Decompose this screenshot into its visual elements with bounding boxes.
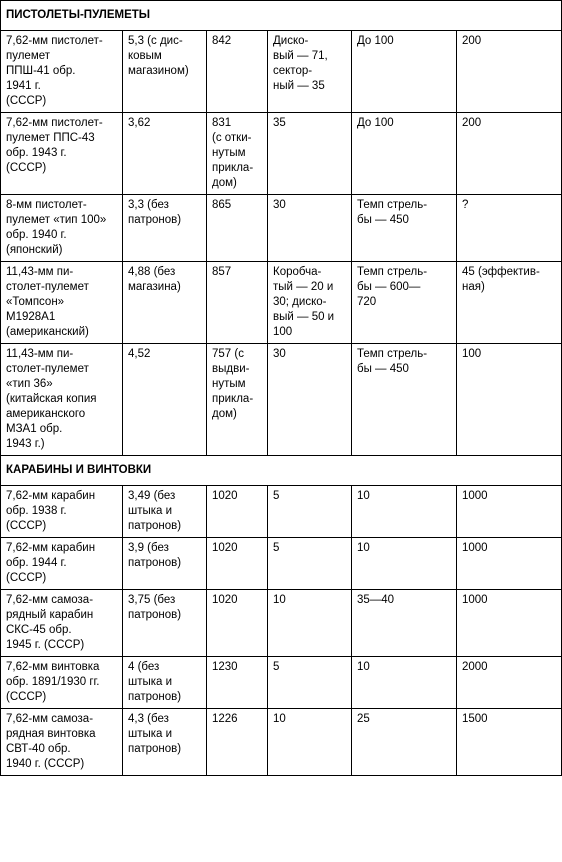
table-row [1, 590, 562, 657]
table-row [1, 486, 562, 538]
table-cell: 35—40 [352, 590, 457, 657]
table-cell: 831 (с отки- нутым прикла- дом) [207, 113, 268, 195]
table-cell: 7,62-мм пистолет- пулемет ППШ-41 обр. 1941 г. (СССР) [1, 31, 123, 113]
table-cell: 30 [268, 344, 352, 456]
table-row [1, 538, 562, 590]
section-title: ПИСТОЛЕТЫ-ПУЛЕМЕТЫ [1, 1, 562, 31]
table-row [1, 709, 562, 776]
section-header-row [1, 456, 562, 486]
table-cell: 757 (с выдви- нутым прикла- дом) [207, 344, 268, 456]
table-cell: 10 [268, 590, 352, 657]
table-cell: 11,43-мм пи- столет-пулемет «тип 36» (китайская копия американского МЗА1 обр. 1943 г.) [1, 344, 123, 456]
table-cell: 5 [268, 538, 352, 590]
table-row [1, 113, 562, 195]
table-cell: 10 [352, 657, 457, 709]
table-cell: 1500 [457, 709, 562, 776]
table-cell: 4 (без штыка и патронов) [123, 657, 207, 709]
table-cell: Темп стрель- бы — 600— 720 [352, 262, 457, 344]
table-row [1, 262, 562, 344]
table-cell: 35 [268, 113, 352, 195]
section-title: КАРАБИНЫ И ВИНТОВКИ [1, 456, 562, 486]
table-cell: 1000 [457, 590, 562, 657]
table-cell: 842 [207, 31, 268, 113]
table-cell: 10 [268, 709, 352, 776]
table-cell: 25 [352, 709, 457, 776]
table-row [1, 657, 562, 709]
table-cell: 4,3 (без штыка и патронов) [123, 709, 207, 776]
table-cell: 1020 [207, 486, 268, 538]
table-cell: ? [457, 195, 562, 262]
table-cell: 10 [352, 486, 457, 538]
table-cell: 11,43-мм пи- столет-пулемет «Томпсон» М1928А1 (американский) [1, 262, 123, 344]
table-cell: 4,88 (без магазина) [123, 262, 207, 344]
table-cell: 8-мм пистолет- пулемет «тип 100» обр. 1940 г. (японский) [1, 195, 123, 262]
table-cell: 7,62-мм винтовка обр. 1891/1930 гг. (СССР) [1, 657, 123, 709]
table-row [1, 344, 562, 456]
table-cell: 1226 [207, 709, 268, 776]
weapons-table-body [1, 1, 562, 776]
table-cell: 5 [268, 657, 352, 709]
table-cell: 1230 [207, 657, 268, 709]
table-cell: 3,49 (без штыка и патронов) [123, 486, 207, 538]
table-row [1, 195, 562, 262]
table-cell: 30 [268, 195, 352, 262]
table-cell: 3,3 (без патронов) [123, 195, 207, 262]
table-cell: 7,62-мм карабин обр. 1938 г. (СССР) [1, 486, 123, 538]
table-cell: Коробча- тый — 20 и 30; диско- вый — 50 и 100 [268, 262, 352, 344]
table-cell: 1020 [207, 538, 268, 590]
table-cell: 865 [207, 195, 268, 262]
table-cell: 7,62-мм самоза- рядная винтовка СВТ-40 обр. 1940 г. (СССР) [1, 709, 123, 776]
table-cell: 857 [207, 262, 268, 344]
table-cell: 5 [268, 486, 352, 538]
table-cell: 1020 [207, 590, 268, 657]
table-cell: 10 [352, 538, 457, 590]
table-cell: 2000 [457, 657, 562, 709]
table-cell: До 100 [352, 31, 457, 113]
table-cell: До 100 [352, 113, 457, 195]
table-cell: 7,62-мм самоза- рядный карабин СКС-45 обр. 1945 г. (СССР) [1, 590, 123, 657]
table-cell: 7,62-мм пистолет- пулемет ППС-43 обр. 1943 г. (СССР) [1, 113, 123, 195]
table-cell: 45 (эффектив- ная) [457, 262, 562, 344]
table-cell: 7,62-мм карабин обр. 1944 г. (СССР) [1, 538, 123, 590]
table-cell: 4,52 [123, 344, 207, 456]
table-cell: 1000 [457, 486, 562, 538]
table-cell: Темп стрель- бы — 450 [352, 195, 457, 262]
table-cell: 3,9 (без патронов) [123, 538, 207, 590]
table-cell: 3,75 (без патронов) [123, 590, 207, 657]
table-cell: Темп стрель- бы — 450 [352, 344, 457, 456]
table-cell: 5,3 (с дис- ковым магазином) [123, 31, 207, 113]
table-cell: Диско- вый — 71, сектор- ный — 35 [268, 31, 352, 113]
table-cell: 200 [457, 31, 562, 113]
table-cell: 200 [457, 113, 562, 195]
table-row [1, 31, 562, 113]
section-header-row [1, 1, 562, 31]
table-cell: 100 [457, 344, 562, 456]
table-cell: 1000 [457, 538, 562, 590]
table-cell: 3,62 [123, 113, 207, 195]
